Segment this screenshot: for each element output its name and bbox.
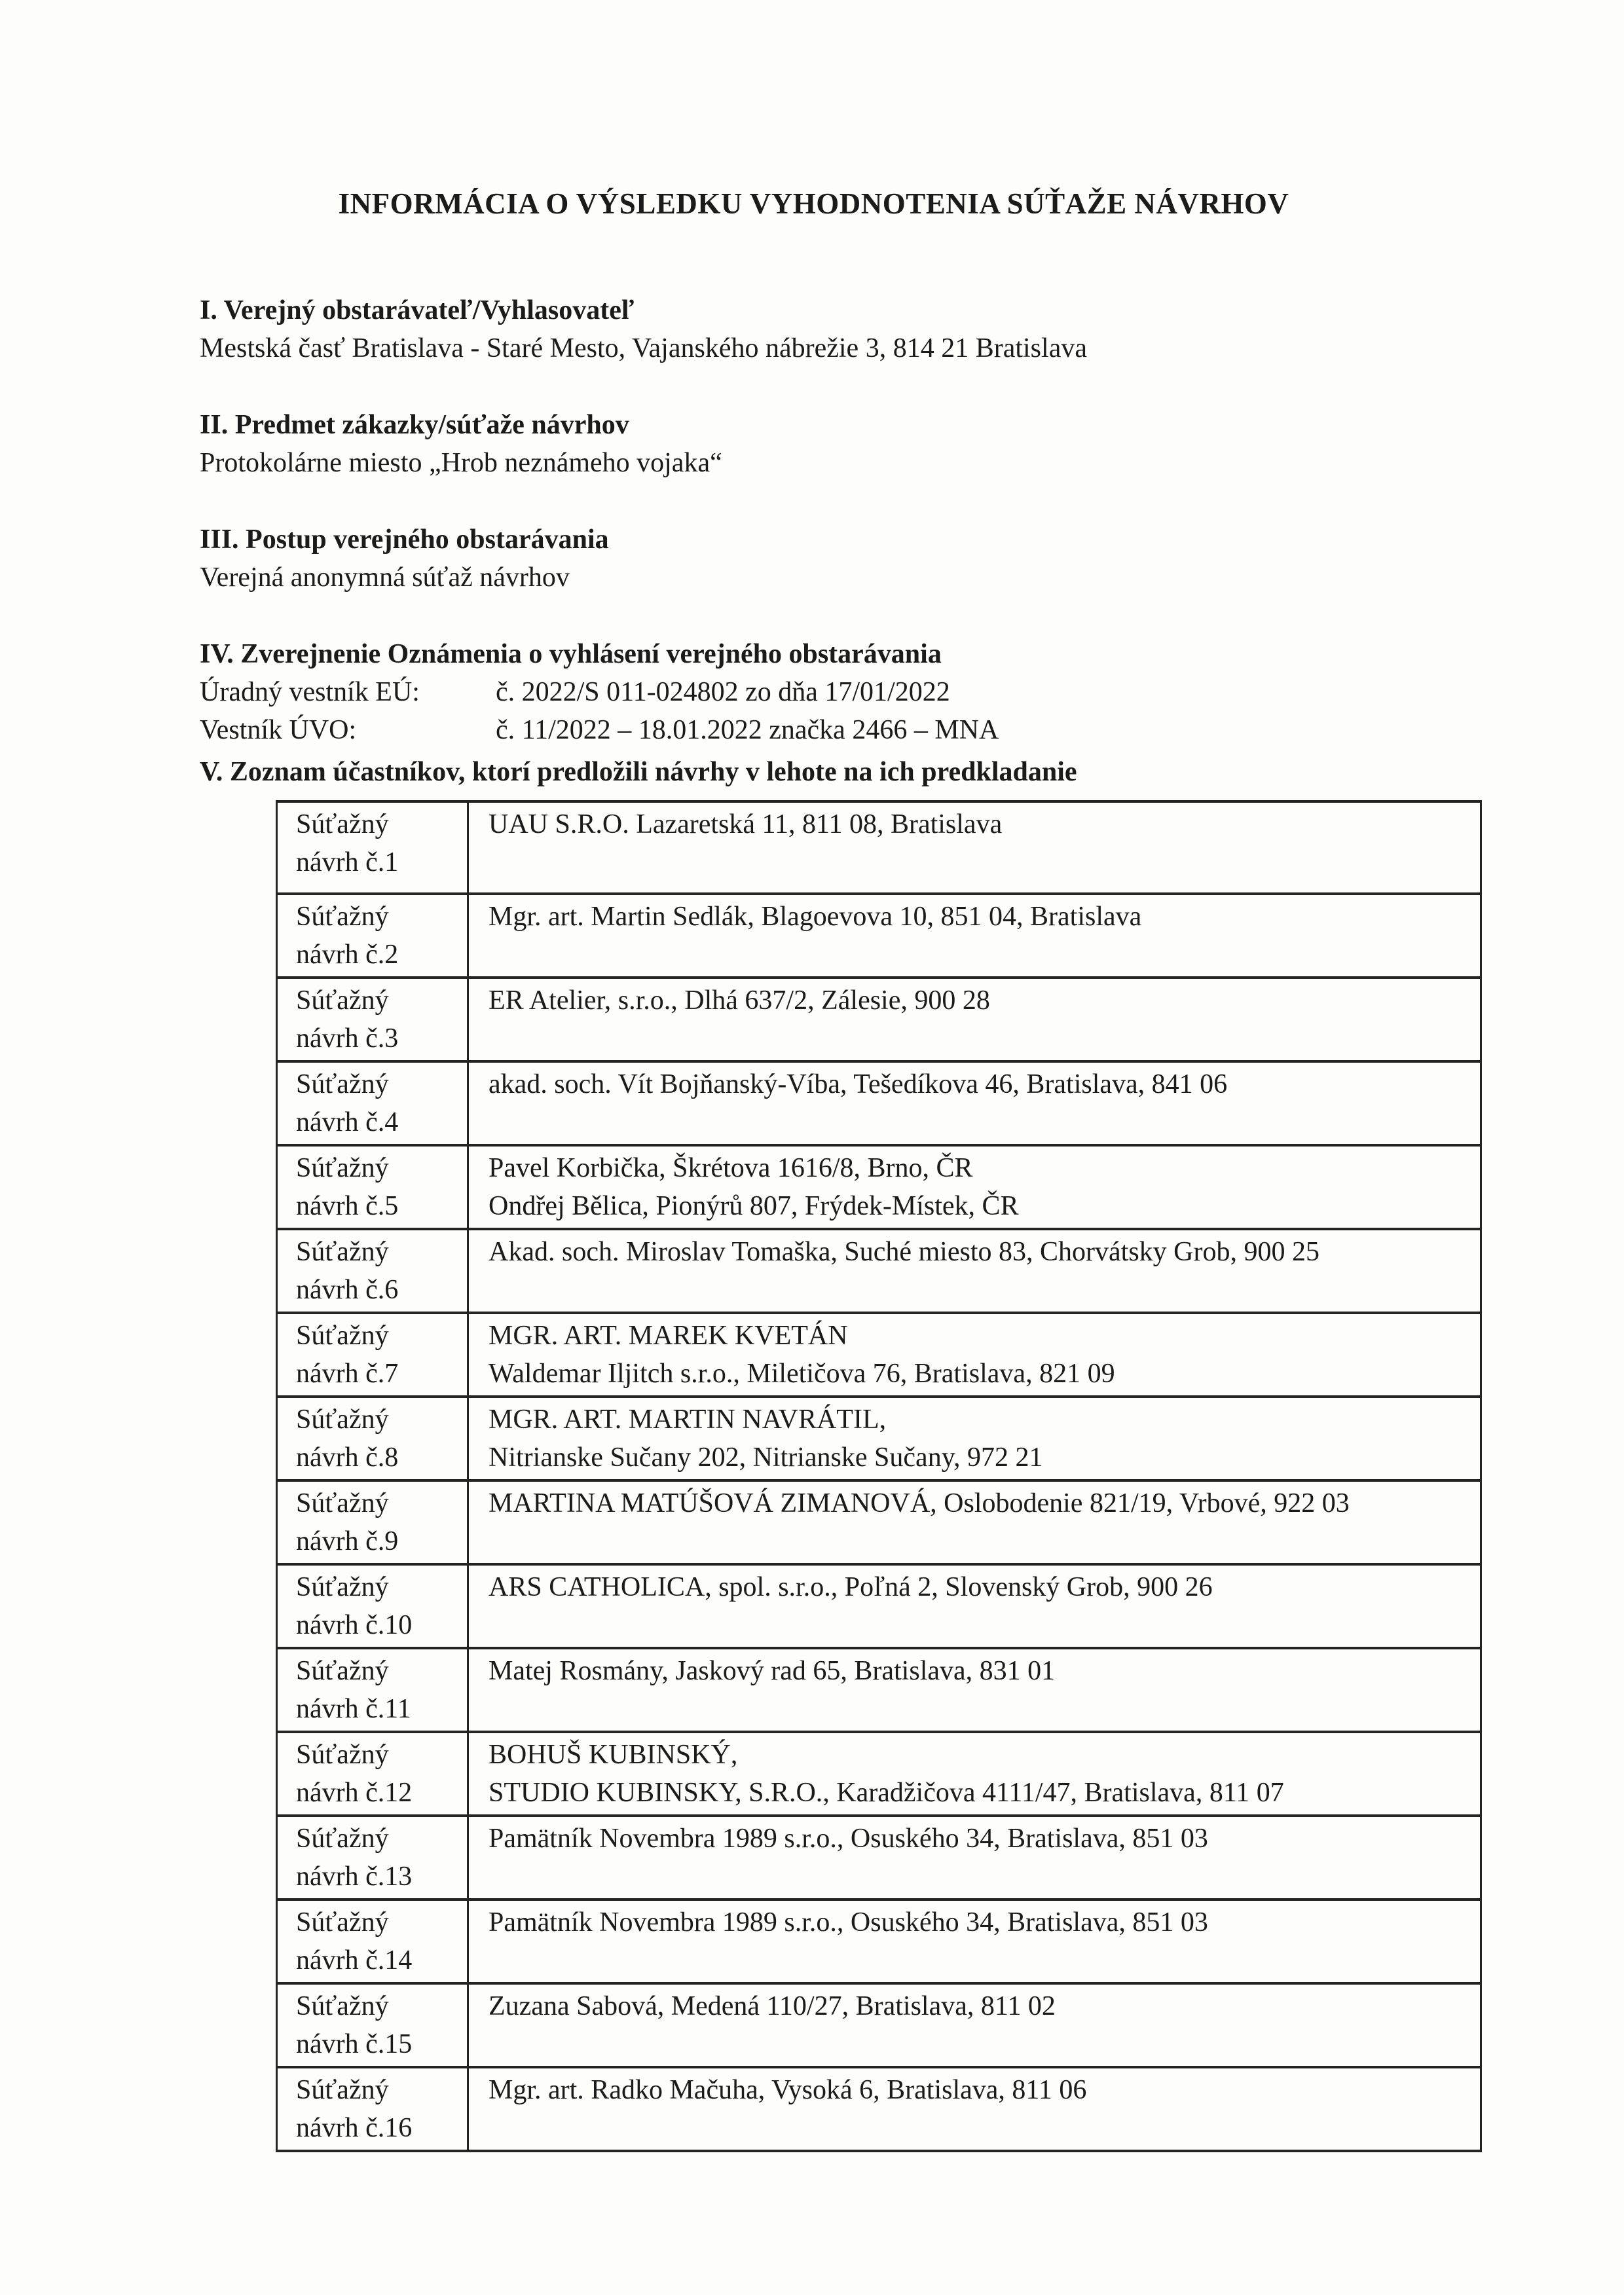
participant-entry-line: MGR. ART. MAREK KVETÁN bbox=[489, 1321, 848, 1351]
participant-entry-cell bbox=[468, 801, 1481, 894]
participant-entry-line: Matej Rosmány, Jaskový rad 65, Bratislava, 831 01 bbox=[489, 1656, 1056, 1686]
table-row bbox=[277, 1313, 1481, 1397]
table-row bbox=[277, 1816, 1481, 1900]
participant-number-line-1: Súťažný bbox=[296, 1237, 389, 1267]
participant-entry-line: STUDIO KUBINSKY, S.R.O., Karadžičova 4111/47, Bratislava, 811 07 bbox=[489, 1778, 1284, 1808]
table-row bbox=[277, 978, 1481, 1061]
participant-number-cell bbox=[277, 1480, 468, 1564]
participant-number-line-1: Súťažný bbox=[296, 809, 389, 839]
participant-entry-cell bbox=[468, 1648, 1481, 1732]
participant-number-line-2: návrh č.13 bbox=[296, 1862, 413, 1892]
table-row bbox=[277, 1983, 1481, 2067]
participant-number-line-1: Súťažný bbox=[296, 1488, 389, 1518]
section-2-body: Protokolárne miesto „Hrob neznámeho vojaka“ bbox=[200, 448, 722, 478]
participant-number-cell bbox=[277, 2067, 468, 2151]
participant-entry-line: Mgr. art. Radko Mačuha, Vysoká 6, Bratislava, 811 06 bbox=[489, 2075, 1087, 2105]
table-row bbox=[277, 1564, 1481, 1648]
section-5 bbox=[200, 753, 1428, 791]
section-3 bbox=[200, 521, 1428, 597]
participant-number-line-2: návrh č.1 bbox=[296, 847, 399, 877]
participant-number-line-2: návrh č.12 bbox=[296, 1778, 413, 1808]
participant-entry-line: Pavel Korbička, Škrétova 1616/8, Brno, ČR bbox=[489, 1153, 973, 1183]
section-1 bbox=[200, 291, 1428, 367]
participant-number-line-1: Súťažný bbox=[296, 1907, 389, 1937]
participant-number-line-1: Súťažný bbox=[296, 902, 389, 932]
table-row bbox=[277, 1397, 1481, 1480]
participant-entry-line: Akad. soch. Miroslav Tomaška, Suché miesto 83, Chorvátsky Grob, 900 25 bbox=[489, 1237, 1320, 1267]
participant-entry-line: UAU S.R.O. Lazaretská 11, 811 08, Bratislava bbox=[489, 809, 1003, 839]
participant-number-cell bbox=[277, 1397, 468, 1480]
participant-number-line-2: návrh č.4 bbox=[296, 1107, 399, 1137]
participant-entry-line: Ondřej Bělica, Pionýrů 807, Frýdek-Místek, ČR bbox=[489, 1191, 1019, 1221]
participant-number-line-2: návrh č.10 bbox=[296, 1610, 413, 1640]
participant-entry-line: BOHUŠ KUBINSKÝ, bbox=[489, 1740, 738, 1770]
participant-entry-cell bbox=[468, 2067, 1481, 2151]
table-row bbox=[277, 1732, 1481, 1816]
participant-entry-cell bbox=[468, 1564, 1481, 1648]
participant-number-line-1: Súťažný bbox=[296, 1824, 389, 1854]
section-5-heading: V. Zoznam účastníkov, ktorí predložili návrhy v lehote na ich predkladanie bbox=[200, 757, 1077, 787]
participant-entry-cell bbox=[468, 1480, 1481, 1564]
participant-number-cell bbox=[277, 1983, 468, 2067]
participant-number-line-2: návrh č.5 bbox=[296, 1191, 399, 1221]
participant-number-cell bbox=[277, 894, 468, 978]
participant-entry-cell bbox=[468, 1816, 1481, 1900]
participant-entry-line: MGR. ART. MARTIN NAVRÁTIL, bbox=[489, 1405, 887, 1435]
publication-label-uvo: Vestník ÚVO: bbox=[200, 715, 357, 745]
participant-number-line-2: návrh č.7 bbox=[296, 1359, 399, 1389]
participant-entry-line: ER Atelier, s.r.o., Dlhá 637/2, Zálesie, 900 28 bbox=[489, 985, 990, 1016]
participant-number-line-1: Súťažný bbox=[296, 1153, 389, 1183]
participant-entry-line: Nitrianske Sučany 202, Nitrianske Sučany, 972 21 bbox=[489, 1442, 1043, 1473]
participant-entry-cell bbox=[468, 1397, 1481, 1480]
participant-entry-line: MARTINA MATÚŠOVÁ ZIMANOVÁ, Oslobodenie 821/19, Vrbové, 922 03 bbox=[489, 1488, 1350, 1518]
participant-entry-cell bbox=[468, 978, 1481, 1061]
participant-entry-line: Zuzana Sabová, Medená 110/27, Bratislava, 811 02 bbox=[489, 1991, 1056, 2021]
participant-number-cell bbox=[277, 1648, 468, 1732]
participant-number-line-1: Súťažný bbox=[296, 1572, 389, 1602]
participant-entry-cell bbox=[468, 1983, 1481, 2067]
participant-entry-cell bbox=[468, 1229, 1481, 1313]
participant-number-line-1: Súťažný bbox=[296, 985, 389, 1016]
participant-entry-cell bbox=[468, 1900, 1481, 1983]
participant-entry-cell bbox=[468, 894, 1481, 978]
participant-entry-line: Pamätník Novembra 1989 s.r.o., Osuského 34, Bratislava, 851 03 bbox=[489, 1907, 1208, 1937]
participant-number-line-2: návrh č.8 bbox=[296, 1442, 399, 1473]
participant-entry-cell bbox=[468, 1313, 1481, 1397]
table-row bbox=[277, 1229, 1481, 1313]
section-3-body: Verejná anonymná súťaž návrhov bbox=[200, 562, 570, 593]
section-2 bbox=[200, 406, 1428, 482]
publication-row-eu bbox=[200, 673, 1428, 711]
participant-number-cell bbox=[277, 978, 468, 1061]
table-row bbox=[277, 2067, 1481, 2151]
participant-entry-line: Pamätník Novembra 1989 s.r.o., Osuského 34, Bratislava, 851 03 bbox=[489, 1824, 1208, 1854]
section-2-heading: II. Predmet zákazky/súťaže návrhov bbox=[200, 410, 629, 440]
publication-label-eu: Úradný vestník EÚ: bbox=[200, 677, 420, 707]
participant-entry-line: Mgr. art. Martin Sedlák, Blagoevova 10, 851 04, Bratislava bbox=[489, 902, 1142, 932]
participant-number-line-1: Súťažný bbox=[296, 1405, 389, 1435]
participant-number-line-2: návrh č.9 bbox=[296, 1526, 399, 1556]
publication-row-uvo bbox=[200, 711, 1428, 749]
participant-number-cell bbox=[277, 1564, 468, 1648]
participant-number-line-1: Súťažný bbox=[296, 2075, 389, 2105]
participant-entry-line: ARS CATHOLICA, spol. s.r.o., Poľná 2, Slovenský Grob, 900 26 bbox=[489, 1572, 1213, 1602]
participant-number-line-2: návrh č.6 bbox=[296, 1275, 399, 1305]
participant-entry-cell bbox=[468, 1145, 1481, 1229]
participant-entry-line: Waldemar Iljitch s.r.o., Miletičova 76, Bratislava, 821 09 bbox=[489, 1359, 1115, 1389]
participant-number-line-2: návrh č.16 bbox=[296, 2113, 413, 2143]
participant-number-cell bbox=[277, 801, 468, 894]
participant-number-line-1: Súťažný bbox=[296, 1656, 389, 1686]
table-row bbox=[277, 1480, 1481, 1564]
table-row bbox=[277, 1145, 1481, 1229]
section-1-heading: I. Verejný obstarávateľ/Vyhlasovateľ bbox=[200, 295, 635, 325]
participant-entry-cell bbox=[468, 1061, 1481, 1145]
participant-number-line-2: návrh č.15 bbox=[296, 2029, 413, 2059]
table-row bbox=[277, 1061, 1481, 1145]
participant-number-line-1: Súťažný bbox=[296, 1321, 389, 1351]
table-row bbox=[277, 894, 1481, 978]
participant-number-cell bbox=[277, 1145, 468, 1229]
participant-number-cell bbox=[277, 1061, 468, 1145]
participant-number-cell bbox=[277, 1229, 468, 1313]
document-title: INFORMÁCIA O VÝSLEDKU VYHODNOTENIA SÚŤAŽE NÁVRHOV bbox=[338, 187, 1289, 220]
table-row bbox=[277, 1648, 1481, 1732]
participant-number-line-2: návrh č.14 bbox=[296, 1945, 413, 1975]
participant-number-line-2: návrh č.3 bbox=[296, 1023, 399, 1054]
participant-number-line-1: Súťažný bbox=[296, 1069, 389, 1099]
participant-number-line-2: návrh č.11 bbox=[296, 1694, 411, 1724]
participant-number-cell bbox=[277, 1732, 468, 1816]
section-4-heading: IV. Zverejnenie Oznámenia o vyhlásení verejného obstarávania bbox=[200, 639, 942, 669]
participant-number-line-1: Súťažný bbox=[296, 1740, 389, 1770]
section-3-heading: III. Postup verejného obstarávania bbox=[200, 524, 609, 555]
participant-entry-line: akad. soch. Vít Bojňanský-Víba, Tešedíkova 46, Bratislava, 841 06 bbox=[489, 1069, 1228, 1099]
participant-number-cell bbox=[277, 1816, 468, 1900]
participants-table-body bbox=[277, 801, 1481, 2151]
publication-value-uvo: č. 11/2022 – 18.01.2022 značka 2466 – MNA bbox=[496, 715, 999, 745]
publication-value-eu: č. 2022/S 011-024802 zo dňa 17/01/2022 bbox=[496, 677, 950, 707]
participant-number-cell bbox=[277, 1900, 468, 1983]
participant-number-cell bbox=[277, 1313, 468, 1397]
participant-number-line-1: Súťažný bbox=[296, 1991, 389, 2021]
participant-entry-cell bbox=[468, 1732, 1481, 1816]
section-1-body: Mestská časť Bratislava - Staré Mesto, Vajanského nábrežie 3, 814 21 Bratislava bbox=[200, 333, 1087, 363]
participant-number-line-2: návrh č.2 bbox=[296, 940, 399, 970]
section-4 bbox=[200, 635, 1428, 749]
table-row bbox=[277, 1900, 1481, 1983]
participants-table bbox=[276, 800, 1482, 2152]
table-row bbox=[277, 801, 1481, 894]
